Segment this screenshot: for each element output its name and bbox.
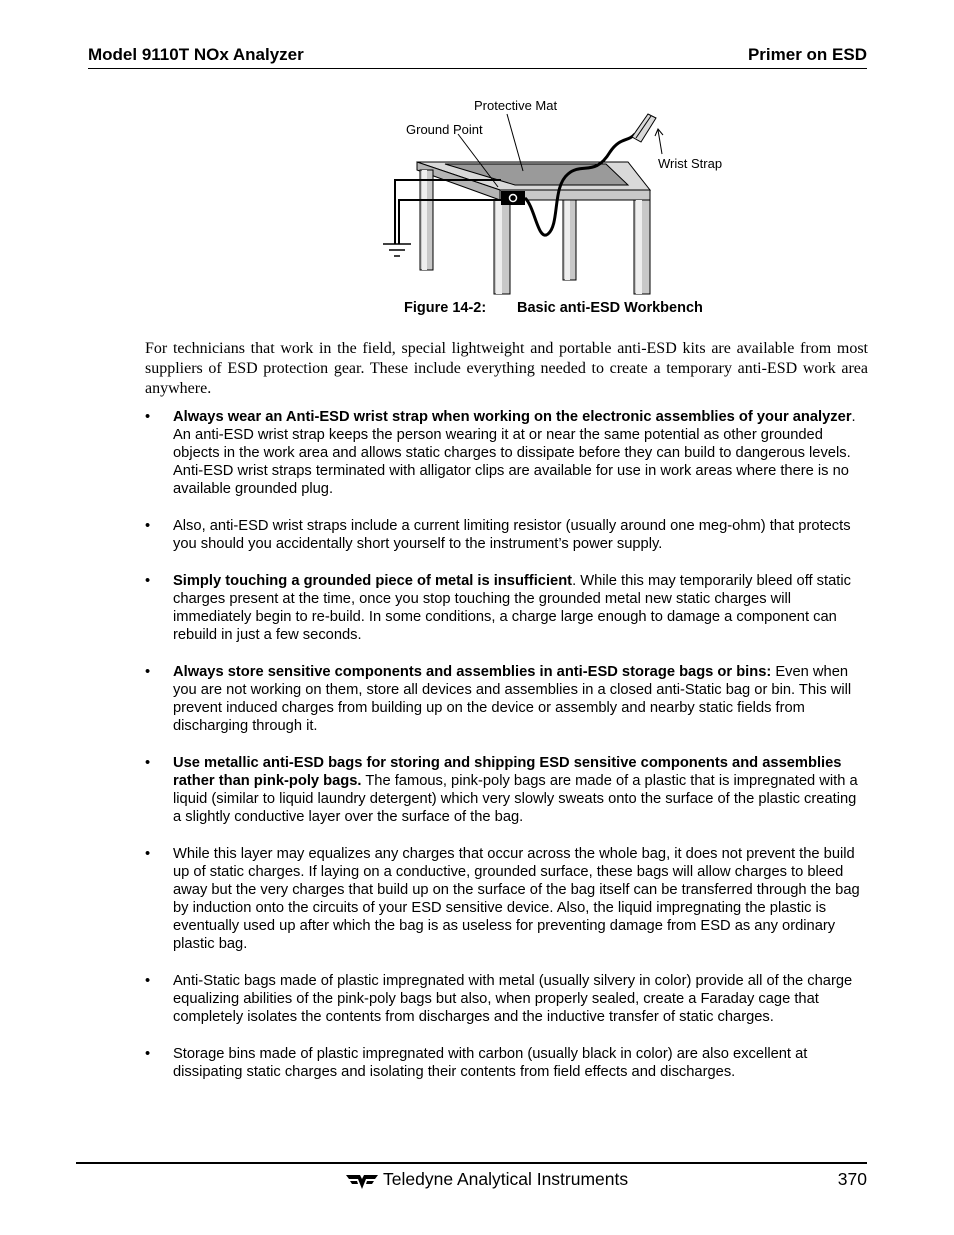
bullet-text: Even when you are not working on them, store all devices and assemblies in a closed anti-Static bag or bin. This will prevent induced charges from building up on the device or assembly and nearby static fields from discharging through it.: [173, 664, 852, 734]
figure-number: Figure 14-2:: [404, 300, 487, 316]
bullet-text: While this layer may equalizes any charges that occur across the whole bag, it does not prevent the build up of static charges. If laying on a conductive, grounded surface, these bags will allow charges to bleed away but the very charges that build up on the surface of the bag itself can be transferred through the bag by induction onto the circuits of your ESD sensitive device. Also, the liquid impregnating the plastic is eventually used up after which the bag is as useless for preventing damage from ESD as any ordinary plastic bag.: [173, 846, 860, 952]
bullet-text: . While this may temporarily bleed off static charges present at the time, once you stop touching the grounded metal new static charges will immediately begin to re-build. In some conditions, a charge large enough to damage a component can rebuild in just a few seconds.: [173, 573, 851, 643]
list-item: [145, 845, 868, 953]
list-item: [145, 517, 868, 553]
list-item: [145, 972, 868, 1026]
workbench-figure: [370, 92, 750, 302]
section-title: Primer on ESD: [747, 45, 867, 64]
protective-mat-label: Protective Mat: [474, 98, 558, 113]
bullet-text: . An anti-ESD wrist strap keeps the person wearing it at or near the same potential as other grounded objects in the work area and allows static charges to dissipate before they can build to dangerous levels. Anti-ESD wrist straps terminated with alligator clips are available for use in work areas where there is no available grounded plug.: [173, 409, 856, 497]
list-item: [145, 572, 868, 644]
bullet-text: Anti-Static bags made of plastic impregnated with metal (usually silvery in color) provide all of the charge equalizing abilities of the pink-poly bags but also, when properly sealed, create a Faraday cage that completely isolates the contents from discharges and the inductive transfer of static charges.: [173, 973, 853, 1025]
wrist-strap-label: Wrist Strap: [658, 156, 723, 171]
figure-caption: [404, 300, 703, 316]
bullet-bold-text: Simply touching a grounded piece of metal is insufficient: [173, 573, 573, 589]
document-title: Model 9110T NOx Analyzer: [88, 45, 304, 64]
bullet-bold-text: Always wear an Anti-ESD wrist strap when working on the electronic assemblies of your analyzer: [173, 409, 852, 425]
bullet-icon: •: [145, 664, 151, 680]
list-item: [145, 1045, 868, 1081]
bullet-icon: •: [145, 846, 151, 862]
list-item: [145, 408, 868, 498]
bullet-icon: •: [145, 409, 151, 425]
bullet-bold-text: Always store sensitive components and assemblies in anti-ESD storage bags or bins:: [173, 664, 772, 680]
page-footer: [76, 1168, 867, 1194]
bullet-bold-text: Use metallic anti-ESD bags for storing and shipping ESD sensitive components and assemblies rather than pink-poly bags.: [173, 755, 842, 789]
teledyne-logo-icon: [344, 1171, 380, 1196]
bullet-text: Storage bins made of plastic impregnated with carbon (usually black in color) are also excellent at dissipating static charges and isolating their contents from field effects and discharges.: [173, 1046, 808, 1080]
bullet-icon: •: [145, 518, 151, 534]
bullet-text: The famous, pink-poly bags are made of a plastic that is impregnated with a liquid (similar to liquid laundry detergent) which very slowly sweats onto the surface of the plastic creating a slightly conductive layer over the surface of the bag.: [173, 773, 858, 825]
bullet-list: [145, 408, 868, 1081]
page-header: [88, 44, 867, 69]
bullet-icon: •: [145, 573, 151, 589]
bullet-icon: •: [145, 973, 151, 989]
page-number: 370: [837, 1169, 867, 1189]
footer-divider: [76, 1162, 867, 1164]
company-name: Teledyne Analytical Instruments: [383, 1169, 629, 1189]
figure-title: Basic anti-ESD Workbench: [517, 300, 703, 316]
bullet-text: Also, anti-ESD wrist straps include a current limiting resistor (usually around one meg-ohm) that protects you should you accidentally short yourself to the instrument’s power supply.: [173, 518, 851, 552]
ground-point-label: Ground Point: [406, 122, 483, 137]
list-item: [145, 663, 868, 735]
bullet-icon: •: [145, 1046, 151, 1062]
list-item: [145, 754, 868, 826]
intro-paragraph: For technicians that work in the field, special lightweight and portable anti-ESD kits are available from most suppliers of ESD protection gear. These include everything needed to create a temporary anti-ESD work area anywhere.: [145, 340, 868, 397]
bullet-icon: •: [145, 755, 151, 771]
